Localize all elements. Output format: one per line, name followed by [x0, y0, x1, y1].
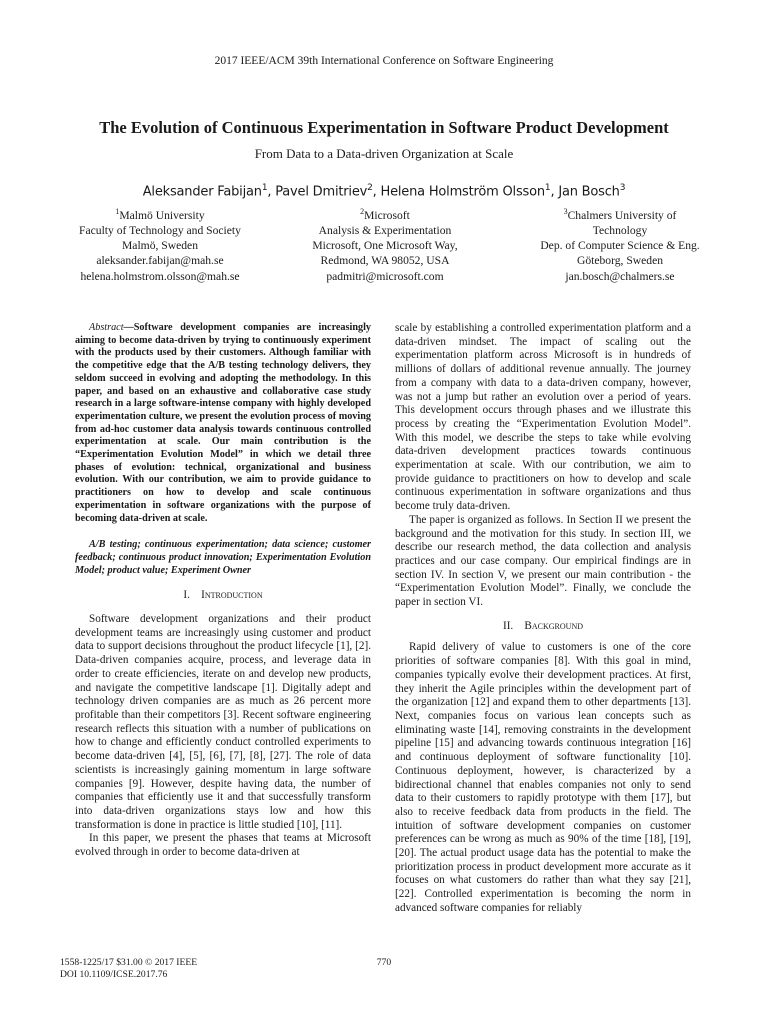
- affiliation-line: Technology: [592, 224, 648, 238]
- affiliation-line: Analysis & Experimentation: [318, 224, 452, 238]
- author-affiliation-mark: 3: [619, 183, 626, 193]
- paper-subtitle: From Data to a Data-driven Organization at Scale: [254, 146, 514, 161]
- left-column: [75, 322, 371, 860]
- body-paragraph: Software development organizations and their product development teams are increasingly using customer and product data to support decisions throughout the product lifecycle [1], [2]. Data-driven companies acquire, process, and leverage data in order to create efficiencies, iterate on and develop new products, and navigate the competitive landscape [1]. Digitally adept and technology driven companies are as much as 26 percent more profitable than their competitors [3]. Recent software engineering research reflects this situation with a number of publications on how to change and efficiently conduct controlled experiments to become data-driven [4], [5], [6], [7], [8], [27]. The role of data scientists is increasingly gaining momentum in large software companies [9]. However, despite having data, the number of companies that efficiently use it and that successfully transform into data-driven organizations stays low and how this transformation is done in practice is little studied [10], [11].: [75, 613, 371, 831]
- section-title: Background: [524, 619, 583, 632]
- section-number: II.: [502, 619, 514, 632]
- author-email: padmitri@microsoft.com: [326, 269, 444, 283]
- abstract-text: —Software development companies are increasingly aiming to become data-driven by trying to continuously experiment with the products used by their customers. Although familiar with the competitive edge that the A/B testing technology delivers, they seldom succeed in evolving and adopting the methodology. In this paper, and based on an exhaustive and collaborative case study research in a large software-intense company with highly developed experimentation culture, we present the evolution process of moving from ad-hoc customer data analysis towards continuous controlled experimentation at scale. Our main contribution is the “Experimentation Evolution Model” in which we detail three phases of evolution: technical, organizational and business evolution. With our contribution, we aim to provide guidance to practitioners on how to develop and scale continuous experimentation in software organizations with the purpose of becoming data-driven at scale.: [75, 322, 371, 524]
- affiliation-line: Chalmers University of: [567, 208, 677, 222]
- affiliation-line: Faculty of Technology and Society: [79, 224, 241, 238]
- affiliation-line: Malmö University: [119, 208, 205, 222]
- author-name: Jan Bosch: [558, 184, 620, 200]
- paper-title: The Evolution of Continuous Experimentation in Software Product Development: [99, 118, 669, 137]
- affiliation-line: Dep. of Computer Science & Eng.: [540, 239, 700, 253]
- affiliation-number: 1: [115, 207, 120, 216]
- abstract: [75, 322, 371, 525]
- affiliation-line: Microsoft, One Microsoft Way,: [312, 239, 458, 253]
- affiliation-line: Malmö, Sweden: [122, 239, 198, 253]
- conference-header: 2017 IEEE/ACM 39th International Conference on Software Engineering: [214, 55, 554, 67]
- body-paragraph: Rapid delivery of value to customers is one of the core priorities of software companies [8]. With this goal in mind, companies typically evolve their development practices. At first, they inherit the Agile principles within the development part of the organization [12] and expand them to other departments [13]. Next, companies focus on various lean concepts such as eliminating waste [14], removing constraints in the development pipeline [15] and advancing towards continuous integration [16] and continuous deployment of software functionality [10]. Continuous deployment, however, is characterized by a bidirectional channel that enables companies not only to send data to their customers to rapidly prototype with them [17], but also to receive feedback data from products in the field. The intuition of software development companies on customer preferences can be wrong as much as 90% of the time [18], [19], [20]. The actual product usage data has the potential to make the prioritization process in product development more accurate as it focuses on what customers do rather than what they say [21], [22]. Controlled experimentation is becoming the norm in advanced software companies for reliably: [395, 641, 691, 914]
- affiliation-line: Microsoft: [364, 208, 410, 222]
- author-affiliation-mark: 1: [261, 183, 268, 193]
- author-separator: ,: [267, 184, 276, 200]
- doi-line: DOI 10.1109/ICSE.2017.76: [60, 969, 168, 980]
- body-paragraph: scale by establishing a controlled experimentation platform and a data-driven mindset. The impact of scaling out the experimentation platform across Microsoft is in hundreds of millions of dollars of additional revenue annually. The journey from a company with data to a data-driven company, however, was not a jump but rather an evolution over a period of years. This development occurs through phases and we illustrate this process by creating the “Experimentation Evolution Model”. With this model, we describe the steps to take while evolving data-driven development practices towards continuous experimentation at scale. With our contribution, we aim to provide guidance to practitioners on how to develop and scale continuous experimentation in software organizations and thus become truly data-driven.: [395, 322, 691, 513]
- section-title: Introduction: [201, 589, 263, 602]
- index-terms: A/B testing; continuous experimentation; data science; customer feedback; continuous product innovation; Experimentation Evolution Model; product value; Experiment Owner: [75, 539, 371, 576]
- author-affiliation-mark: 2: [367, 183, 373, 193]
- author-name: Pavel Dmitriev: [275, 184, 368, 200]
- author-separator: ,: [372, 184, 381, 200]
- section-number: I.: [183, 589, 190, 602]
- author-affiliation-mark: 1: [544, 183, 551, 193]
- author-name: Aleksander Fabijan: [142, 184, 262, 200]
- affiliation-number: 2: [360, 207, 365, 216]
- affiliation-number: 3: [563, 207, 568, 216]
- section-heading-introduction: [75, 589, 371, 603]
- page-number: 770: [376, 957, 392, 968]
- author-name: Helena Holmström Olsson: [380, 184, 545, 200]
- author-email: jan.bosch@chalmers.se: [565, 269, 675, 283]
- affiliation-microsoft: [290, 204, 480, 284]
- author-separator: ,: [550, 184, 559, 200]
- issn-line: 1558-1225/17 $31.00 © 2017 IEEE: [60, 957, 198, 968]
- section-heading-background: [395, 620, 691, 634]
- author-email: helena.holmstrom.olsson@mah.se: [80, 269, 240, 283]
- affiliation-malmo: [60, 204, 260, 284]
- body-paragraph: The paper is organized as follows. In Section II we present the background and the motivation for this study. In section III, we describe our research method, the data collection and analysis practices and our case company. Our empirical findings are in section IV. In section V, we present our main contribution - the “Experimentation Evolution Model”. Finally, we conclude the paper in section VI.: [395, 513, 691, 609]
- author-list: [0, 183, 768, 199]
- body-paragraph: In this paper, we present the phases that teams at Microsoft evolved through in order to become data-driven at: [75, 832, 371, 859]
- affiliation-line: Redmond, WA 98052, USA: [320, 254, 450, 268]
- author-email: aleksander.fabijan@mah.se: [96, 254, 224, 268]
- affiliation-chalmers: [520, 204, 720, 284]
- abstract-lead: Abstract: [89, 322, 124, 333]
- right-column: [395, 322, 691, 916]
- affiliation-line: Göteborg, Sweden: [576, 254, 664, 268]
